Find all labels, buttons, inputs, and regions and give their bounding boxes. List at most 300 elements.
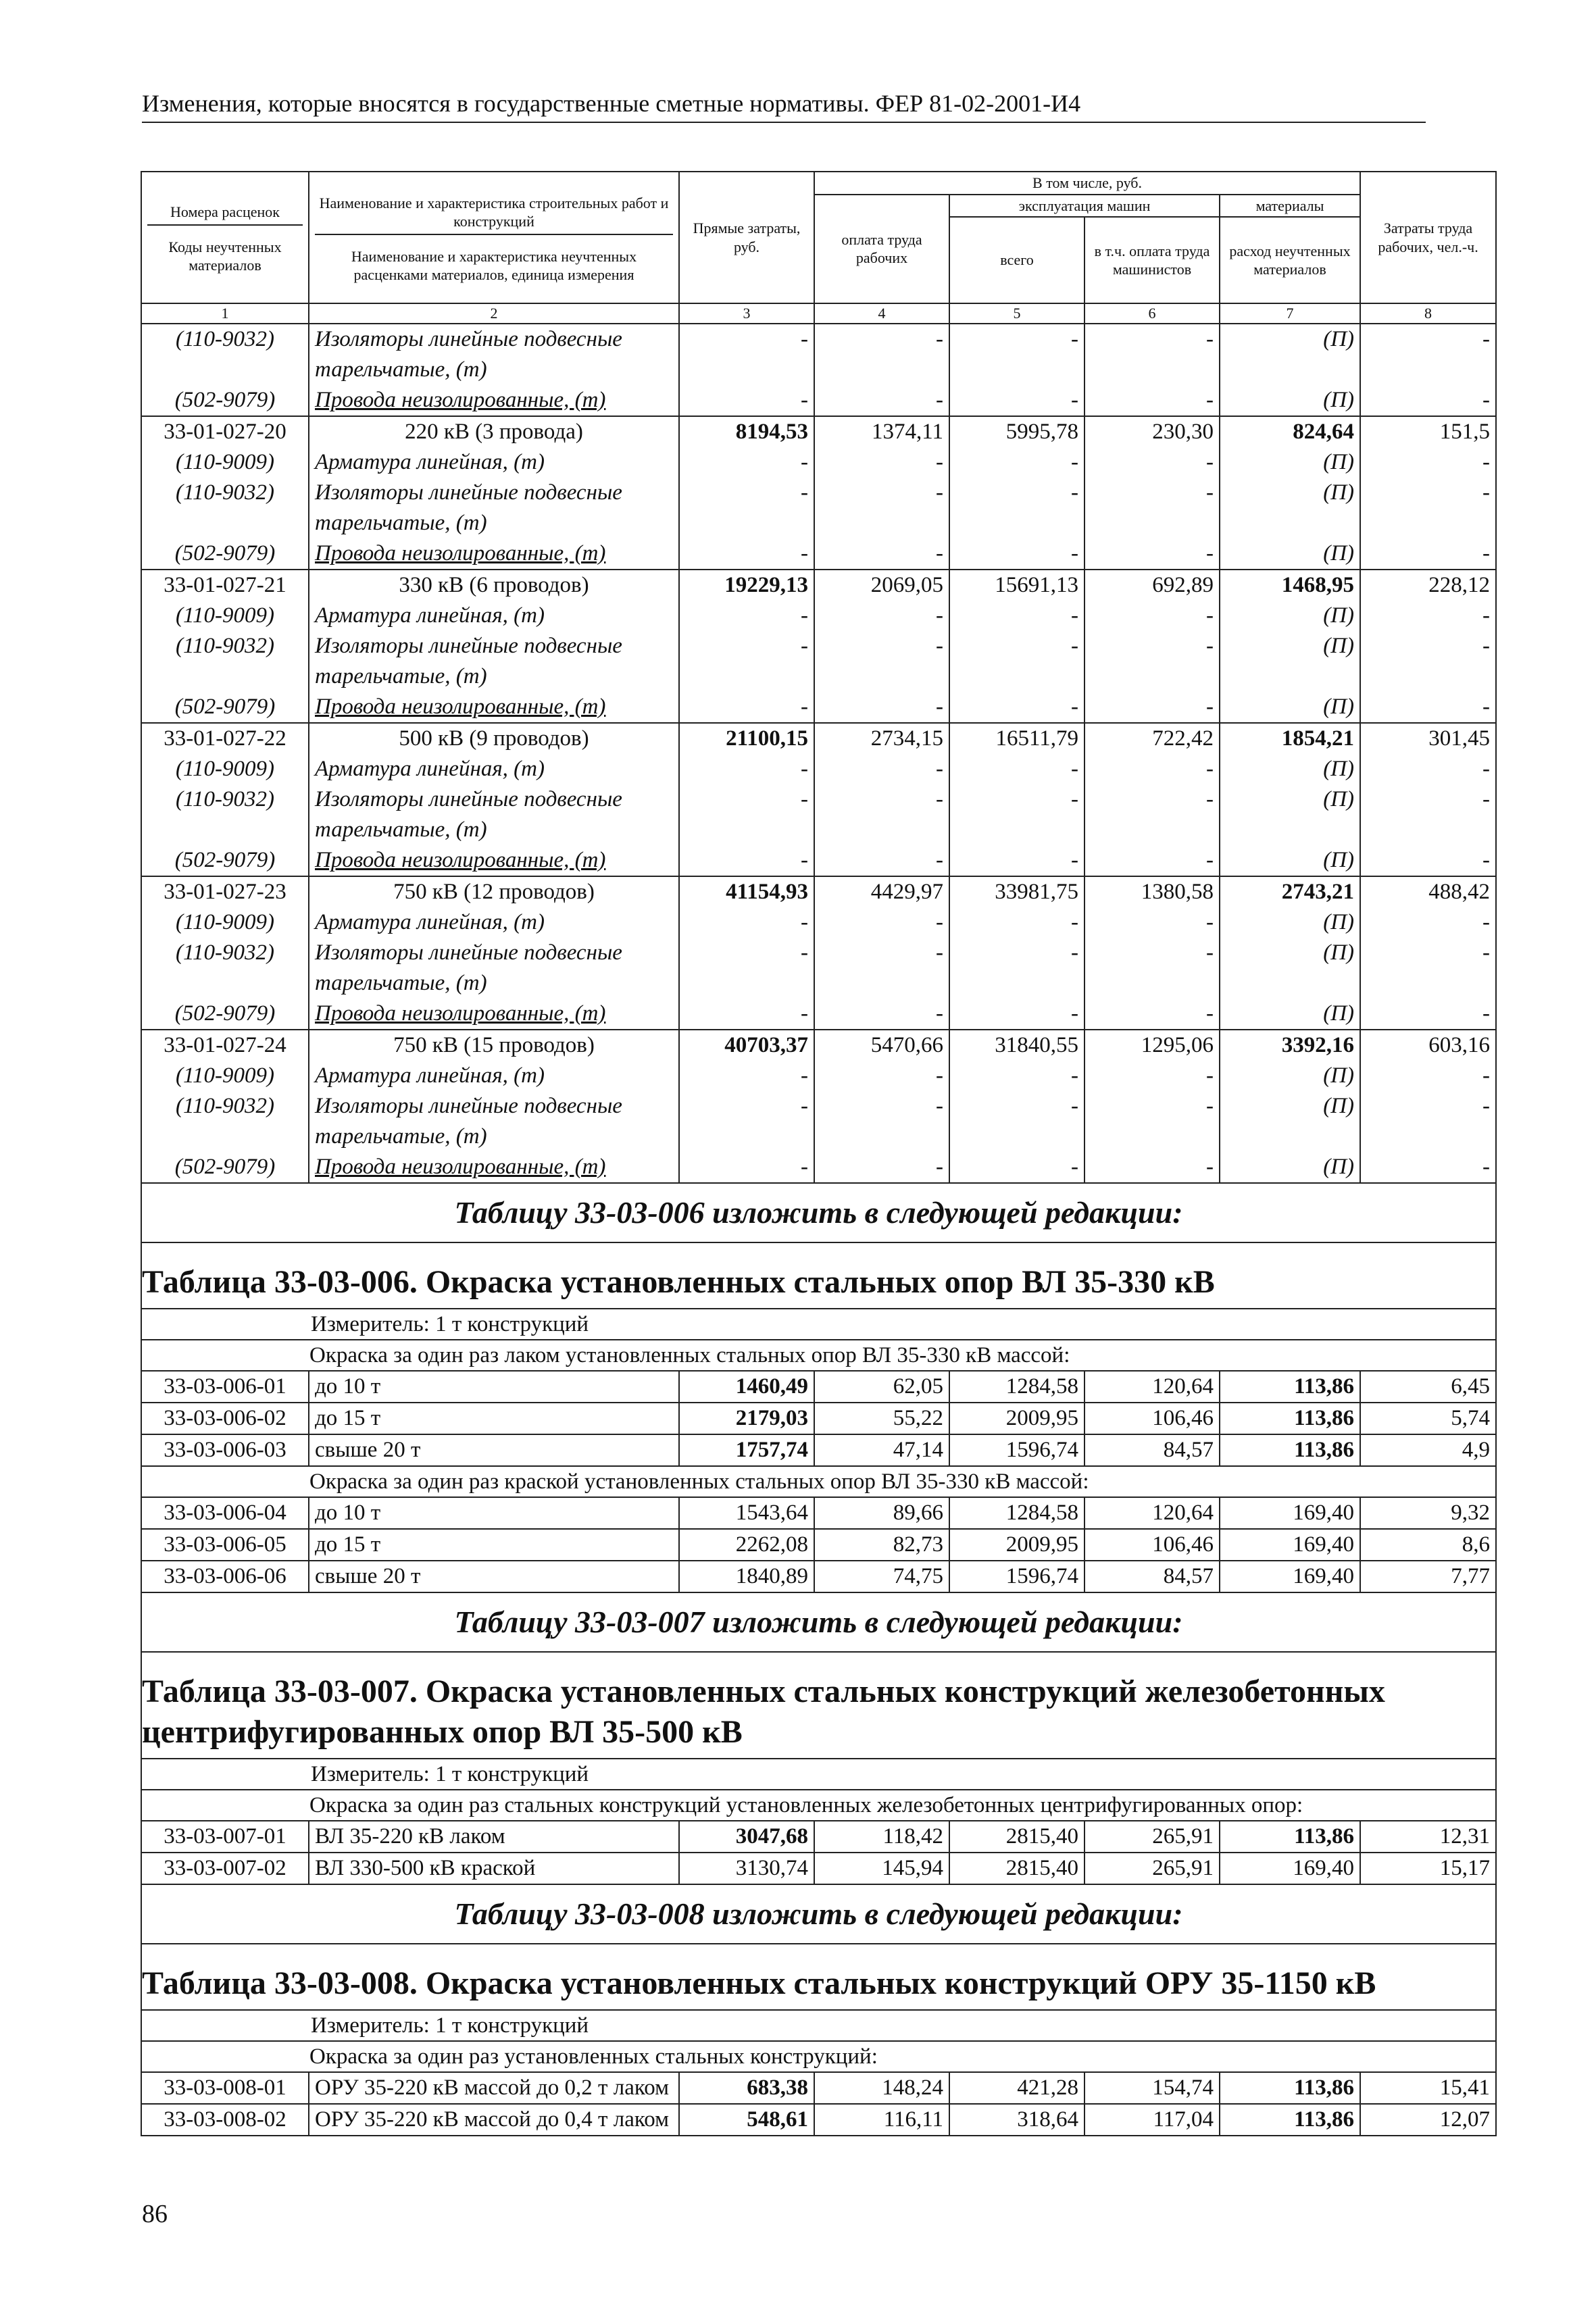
machines-total: - [949,324,1084,355]
worker-pay [814,815,949,845]
machinist-pay: - [1084,447,1220,478]
norms-table [141,171,1497,2136]
machines-total: 5995,78 [949,416,1084,447]
machines-total: 1596,74 [949,1561,1084,1592]
labor-hours: 301,45 [1360,723,1496,754]
replacement-notice: Таблицу 33-03-008 изложить в следующей редакции: [141,1884,1496,1944]
table-row [141,1061,1496,1091]
labor-hours: - [1360,538,1496,570]
replacement-notice-row [141,1183,1496,1242]
direct-costs: - [679,845,814,876]
replacement-notice: Таблицу 33-03-006 изложить в следующей редакции: [141,1183,1496,1242]
labor-hours: - [1360,907,1496,938]
rate-name: Арматура линейная, (т) [309,1061,679,1091]
materials-use: (П) [1220,1061,1360,1091]
machines-total: - [949,601,1084,631]
machinist-pay: 230,30 [1084,416,1220,447]
worker-pay: - [814,1091,949,1122]
table-row [141,876,1496,907]
machines-total: 318,64 [949,2104,1084,2136]
rate-code [141,355,309,385]
machinist-pay: - [1084,1152,1220,1183]
machinist-pay [1084,508,1220,538]
worker-pay: 118,42 [814,1821,949,1853]
rate-name: Арматура линейная, (т) [309,754,679,784]
rate-name: тарельчатые, (т) [309,1122,679,1152]
rate-code: (502-9079) [141,999,309,1030]
materials-use: (П) [1220,1152,1360,1183]
rate-name: Арматура линейная, (т) [309,907,679,938]
col-number: 7 [1220,303,1360,324]
rate-code [141,968,309,999]
measure-unit: Измеритель: 1 т конструкций [141,1309,1496,1340]
group-subtitle-row [141,2041,1496,2072]
machines-total: - [949,938,1084,968]
table-title-row [141,1652,1496,1759]
worker-pay: 4429,97 [814,876,949,907]
table-row [141,385,1496,416]
worker-pay [814,1122,949,1152]
materials-use: 113,86 [1220,2072,1360,2104]
machines-total [949,968,1084,999]
table-row [141,723,1496,754]
materials-use: 113,86 [1220,1434,1360,1466]
rate-name: Изоляторы линейные подвесные [309,324,679,355]
materials-use: 169,40 [1220,1561,1360,1592]
machinist-pay: - [1084,1091,1220,1122]
table-title-row [141,1944,1496,2010]
labor-hours: 4,9 [1360,1434,1496,1466]
measure-row [141,1309,1496,1340]
rate-name: Изоляторы линейные подвесные [309,784,679,815]
rate-name: ВЛ 330-500 кВ краской [309,1853,679,1884]
rate-code: (110-9032) [141,1091,309,1122]
rate-code: 33-01-027-20 [141,416,309,447]
labor-hours: - [1360,692,1496,723]
worker-pay: 145,94 [814,1853,949,1884]
rate-code: 33-01-027-21 [141,570,309,601]
labor-hours: 6,45 [1360,1371,1496,1403]
materials-use: 113,86 [1220,1371,1360,1403]
worker-pay: 1374,11 [814,416,949,447]
rate-name: тарельчатые, (т) [309,355,679,385]
machinist-pay [1084,1122,1220,1152]
labor-hours [1360,1122,1496,1152]
machinist-pay: - [1084,754,1220,784]
worker-pay: 5470,66 [814,1030,949,1061]
rate-code: 33-03-006-03 [141,1434,309,1466]
direct-costs: 1543,64 [679,1497,814,1529]
table-row [141,999,1496,1030]
table-row [141,938,1496,968]
materials-use: (П) [1220,478,1360,508]
labor-hours [1360,815,1496,845]
rate-name: тарельчатые, (т) [309,815,679,845]
direct-costs: - [679,1061,814,1091]
machinist-pay: 1295,06 [1084,1030,1220,1061]
rate-name: тарельчатые, (т) [309,661,679,692]
rate-name: Провода неизолированные, (т) [309,845,679,876]
rate-code: (110-9032) [141,938,309,968]
rate-code: (502-9079) [141,1152,309,1183]
rate-code: (110-9009) [141,754,309,784]
direct-costs: - [679,385,814,416]
rate-name: ОРУ 35-220 кВ массой до 0,2 т лаком [309,2072,679,2104]
materials-use [1220,1122,1360,1152]
worker-pay: - [814,784,949,815]
machinist-pay: 106,46 [1084,1529,1220,1561]
rate-code: 33-03-007-01 [141,1821,309,1853]
machinist-pay: - [1084,907,1220,938]
materials-use: 1468,95 [1220,570,1360,601]
col-codes-top: Номера расценок [147,200,303,226]
machines-total: - [949,754,1084,784]
labor-hours: - [1360,999,1496,1030]
direct-costs: - [679,601,814,631]
rate-name: 330 кВ (6 проводов) [309,570,679,601]
machines-total: 1284,58 [949,1497,1084,1529]
machinist-pay: - [1084,631,1220,661]
materials-use: (П) [1220,784,1360,815]
table-row [141,968,1496,999]
rate-name: Провода неизолированные, (т) [309,385,679,416]
direct-costs: 2262,08 [679,1529,814,1561]
table-title: Таблица 33-03-007. Окраска установленных стальных конструкций железобетонных центрифугированных опор ВЛ 35-500 кВ [141,1652,1496,1759]
group-subtitle: Окраска за один раз стальных конструкций установленных железобетонных центрифугированных опор: [141,1790,1496,1821]
machines-total [949,508,1084,538]
machinist-pay: - [1084,1061,1220,1091]
rate-name: 500 кВ (9 проводов) [309,723,679,754]
direct-costs: - [679,907,814,938]
rate-code: (110-9032) [141,478,309,508]
worker-pay: - [814,938,949,968]
machines-total: - [949,1091,1084,1122]
machines-total: 33981,75 [949,876,1084,907]
col-codes-header [141,172,309,303]
direct-costs [679,1122,814,1152]
materials-header: материалы [1220,195,1360,218]
machines-total: 2009,95 [949,1403,1084,1434]
materials-use: 113,86 [1220,1821,1360,1853]
worker-pay: - [814,385,949,416]
machines-total [949,355,1084,385]
worker-pay [814,508,949,538]
worker-pay: - [814,324,949,355]
machines-total: - [949,478,1084,508]
rate-name: Изоляторы линейные подвесные [309,938,679,968]
rate-code: 33-03-006-05 [141,1529,309,1561]
direct-costs: - [679,478,814,508]
col-codes-bottom: Коды неучтенных материалов [168,238,282,274]
direct-costs: - [679,938,814,968]
direct-costs: - [679,999,814,1030]
table-row [141,1434,1496,1466]
worker-pay: - [814,692,949,723]
direct-costs: - [679,538,814,570]
col-materials-use: расход неучтенных материалов [1220,217,1360,303]
materials-use: 169,40 [1220,1529,1360,1561]
machines-total: - [949,385,1084,416]
labor-hours: 15,41 [1360,2072,1496,2104]
col-worker-pay: оплата труда рабочих [814,195,949,304]
machinist-pay: - [1084,601,1220,631]
labor-hours: - [1360,1152,1496,1183]
worker-pay [814,661,949,692]
norms-table-container [141,171,1495,2136]
materials-use: 169,40 [1220,1497,1360,1529]
machines-total: - [949,907,1084,938]
direct-costs: 2179,03 [679,1403,814,1434]
materials-use: 1854,21 [1220,723,1360,754]
rate-code: 33-03-008-02 [141,2104,309,2136]
labor-hours: 8,6 [1360,1529,1496,1561]
worker-pay: 2069,05 [814,570,949,601]
machinist-pay: - [1084,784,1220,815]
labor-hours: - [1360,784,1496,815]
direct-costs [679,968,814,999]
materials-use: (П) [1220,631,1360,661]
rate-name: Изоляторы линейные подвесные [309,631,679,661]
direct-costs: - [679,447,814,478]
col-number: 6 [1084,303,1220,324]
materials-use: (П) [1220,601,1360,631]
machinist-pay: 265,91 [1084,1853,1220,1884]
rate-code: (110-9009) [141,447,309,478]
table-row [141,1030,1496,1061]
labor-hours [1360,508,1496,538]
direct-costs: - [679,1152,814,1183]
direct-costs: 8194,53 [679,416,814,447]
rate-name: ОРУ 35-220 кВ массой до 0,4 т лаком [309,2104,679,2136]
machinist-pay: 117,04 [1084,2104,1220,2136]
rate-name: Провода неизолированные, (т) [309,692,679,723]
rate-code: 33-03-006-04 [141,1497,309,1529]
worker-pay: 74,75 [814,1561,949,1592]
machinist-pay [1084,355,1220,385]
worker-pay: 89,66 [814,1497,949,1529]
labor-hours: - [1360,324,1496,355]
direct-costs: 683,38 [679,2072,814,2104]
materials-use: 113,86 [1220,1403,1360,1434]
machines-total: 16511,79 [949,723,1084,754]
rate-code: 33-03-006-06 [141,1561,309,1592]
worker-pay: 62,05 [814,1371,949,1403]
direct-costs: 40703,37 [679,1030,814,1061]
rate-name: 750 кВ (12 проводов) [309,876,679,907]
machines-total: - [949,1061,1084,1091]
rate-code: (502-9079) [141,845,309,876]
table-row [141,570,1496,601]
materials-use: 3392,16 [1220,1030,1360,1061]
group-subtitle-row [141,1790,1496,1821]
table-row [141,1152,1496,1183]
col-number: 4 [814,303,949,324]
worker-pay: - [814,478,949,508]
col-number: 3 [679,303,814,324]
rate-code: (110-9032) [141,631,309,661]
materials-use: (П) [1220,1091,1360,1122]
machines-total [949,661,1084,692]
rate-name: тарельчатые, (т) [309,508,679,538]
column-numbers-row [141,303,1496,324]
machines-total: - [949,999,1084,1030]
table-row [141,754,1496,784]
col-machinist-pay: в т.ч. оплата труда машинистов [1084,217,1220,303]
machines-total: - [949,845,1084,876]
worker-pay: 47,14 [814,1434,949,1466]
direct-costs: 1757,74 [679,1434,814,1466]
rate-name: 750 кВ (15 проводов) [309,1030,679,1061]
machines-total: 15691,13 [949,570,1084,601]
col-direct-costs: Прямые затраты, руб. [679,172,814,303]
machines-total: - [949,1152,1084,1183]
materials-use: (П) [1220,324,1360,355]
worker-pay: - [814,447,949,478]
worker-pay: 148,24 [814,2072,949,2104]
machines-total: - [949,447,1084,478]
machines-total: 31840,55 [949,1030,1084,1061]
table-head [141,172,1496,324]
materials-use [1220,355,1360,385]
machinist-pay: 722,42 [1084,723,1220,754]
machinist-pay [1084,661,1220,692]
labor-hours: 5,74 [1360,1403,1496,1434]
measure-row [141,2010,1496,2041]
rate-code: 33-01-027-24 [141,1030,309,1061]
rate-code: 33-03-006-02 [141,1403,309,1434]
table-row [141,784,1496,815]
labor-hours: - [1360,845,1496,876]
materials-use: (П) [1220,907,1360,938]
machinist-pay: - [1084,845,1220,876]
machines-total: - [949,784,1084,815]
page-number: 86 [142,2200,168,2228]
machinist-pay [1084,815,1220,845]
table-title: Таблица 33-03-008. Окраска установленных стальных конструкций ОРУ 35-1150 кВ [141,1944,1496,2010]
machines-total: 1284,58 [949,1371,1084,1403]
table-row [141,1371,1496,1403]
direct-costs: - [679,1091,814,1122]
machines-total: 1596,74 [949,1434,1084,1466]
group-subtitle: Окраска за один раз лаком установленных стальных опор ВЛ 35-330 кВ массой: [141,1340,1496,1371]
machinist-pay: 120,64 [1084,1497,1220,1529]
labor-hours: - [1360,631,1496,661]
table-row [141,1853,1496,1884]
col-number: 8 [1360,303,1496,324]
materials-use: 113,86 [1220,2104,1360,2136]
table-title: Таблица 33-03-006. Окраска установленных стальных опор ВЛ 35-330 кВ [141,1242,1496,1309]
machinist-pay: 120,64 [1084,1371,1220,1403]
worker-pay: 2734,15 [814,723,949,754]
page-header: Изменения, которые вносятся в государственные сметные нормативы. ФЕР 81-02-2001-И4 [142,89,1426,123]
rate-code [141,815,309,845]
labor-hours: - [1360,385,1496,416]
machinist-pay: 84,57 [1084,1434,1220,1466]
rate-code: 33-03-006-01 [141,1371,309,1403]
worker-pay: - [814,999,949,1030]
labor-hours: - [1360,1061,1496,1091]
machinist-pay: - [1084,692,1220,723]
machinist-pay: - [1084,324,1220,355]
rate-name: Изоляторы линейные подвесные [309,1091,679,1122]
col-name-bottom: Наименование и характеристика неучтенных расценками материалов, единица измерения [351,247,637,283]
rate-code: (110-9032) [141,324,309,355]
materials-use: (П) [1220,385,1360,416]
table-row [141,478,1496,508]
materials-use: 824,64 [1220,416,1360,447]
rate-code: 33-03-007-02 [141,1853,309,1884]
machines-total: - [949,692,1084,723]
table-row [141,447,1496,478]
machinist-pay: - [1084,538,1220,570]
group-subtitle-row [141,1340,1496,1371]
machines-total [949,1122,1084,1152]
worker-pay: - [814,907,949,938]
worker-pay: - [814,754,949,784]
rate-code [141,661,309,692]
materials-use [1220,815,1360,845]
rate-code [141,1122,309,1152]
labor-hours: 12,07 [1360,2104,1496,2136]
rate-code: (110-9009) [141,601,309,631]
direct-costs: 548,61 [679,2104,814,2136]
labor-hours [1360,968,1496,999]
rate-name: до 15 т [309,1403,679,1434]
direct-costs: 3130,74 [679,1853,814,1884]
labor-hours: - [1360,1091,1496,1122]
direct-costs: - [679,784,814,815]
table-row [141,1821,1496,1853]
direct-costs [679,355,814,385]
labor-hours: - [1360,754,1496,784]
materials-use [1220,508,1360,538]
direct-costs [679,815,814,845]
machinist-pay: - [1084,385,1220,416]
machinist-pay: - [1084,478,1220,508]
labor-hours: 9,32 [1360,1497,1496,1529]
replacement-notice-row [141,1884,1496,1944]
machines-total: 2009,95 [949,1529,1084,1561]
worker-pay [814,968,949,999]
table-row [141,355,1496,385]
rate-name: Изоляторы линейные подвесные [309,478,679,508]
labor-hours: 12,31 [1360,1821,1496,1853]
table-row [141,508,1496,538]
machinist-pay: 265,91 [1084,1821,1220,1853]
labor-hours: - [1360,478,1496,508]
machines-header: эксплуатация машин [949,195,1220,218]
materials-use: (П) [1220,447,1360,478]
rate-name: до 10 т [309,1371,679,1403]
machines-total: 2815,40 [949,1853,1084,1884]
worker-pay: - [814,1152,949,1183]
table-row [141,661,1496,692]
rate-code: (110-9009) [141,907,309,938]
replacement-notice: Таблицу 33-03-007 изложить в следующей редакции: [141,1592,1496,1652]
worker-pay: - [814,631,949,661]
table-row [141,1091,1496,1122]
machinist-pay: 154,74 [1084,2072,1220,2104]
col-name-top: Наименование и характеристика строительных работ и конструкций [315,191,673,235]
machinist-pay: 1380,58 [1084,876,1220,907]
group-subtitle-row [141,1466,1496,1497]
materials-use [1220,661,1360,692]
table-row [141,907,1496,938]
rate-code: 33-01-027-22 [141,723,309,754]
worker-pay: 116,11 [814,2104,949,2136]
col-number: 5 [949,303,1084,324]
worker-pay: - [814,538,949,570]
